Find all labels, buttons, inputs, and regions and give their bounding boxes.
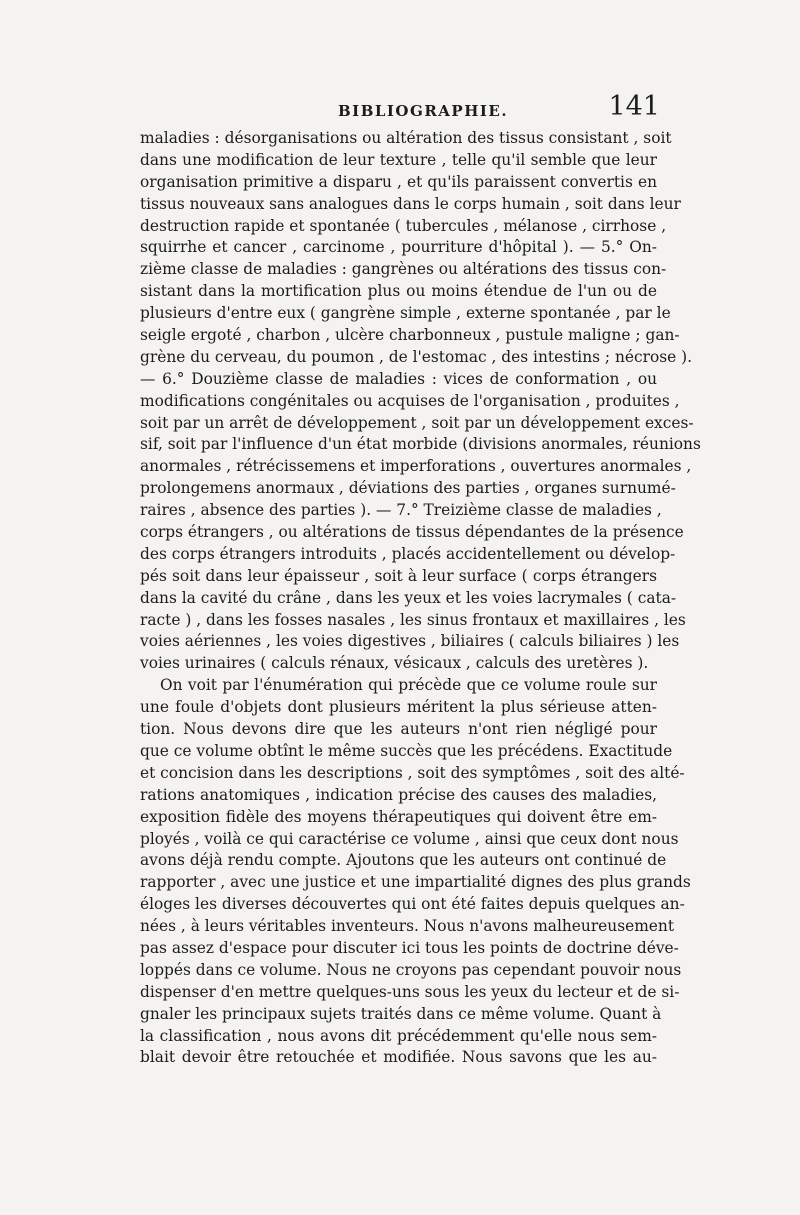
text-line: que ce volume obtînt le même succès que les précédens. Exactitude [140, 741, 673, 760]
text-line: des corps étrangers introduits , placés accidentellement ou dévelop- [140, 544, 676, 563]
text-line: gnaler les principaux sujets traités dans ce même volume. Quant à [140, 1004, 662, 1023]
text-line: blait devoir être retouchée et modifiée. Nous savons que les au- [140, 1048, 657, 1067]
text-line: loppés dans ce volume. Nous ne croyons pas cependant pouvoir nous [140, 960, 682, 979]
text-line: organisation primitive a disparu , et qu'ils paraissent convertis en [140, 172, 657, 191]
text-line: pés soit dans leur épaisseur , soit à leur surface ( corps étrangers [140, 566, 657, 585]
text-line: voies aériennes , les voies digestives , biliaires ( calculs biliaires ) les [140, 632, 680, 651]
text-line: rations anatomiques , indication précise des causes des maladies, [140, 785, 657, 804]
text-line: dans la cavité du crâne , dans les yeux et les voies lacrymales ( cata- [140, 588, 677, 607]
text-line: ployés , voilà ce qui caractérise ce volume , ainsi que ceux dont nous [140, 829, 679, 848]
text-line: avons déjà rendu compte. Ajoutons que les auteurs ont continué de [140, 851, 667, 870]
text-line: et concision dans les descriptions , soit des symptômes , soit des alté- [140, 763, 685, 782]
text-line: raires , absence des parties ). — 7.° Treizième classe de maladies , [140, 501, 662, 520]
text-line: rapporter , avec une justice et une impartialité dignes des plus grands [140, 873, 691, 892]
text-line: dispenser d'en mettre quelques-uns sous les yeux du lecteur et de si- [140, 982, 680, 1001]
text-line: racte ) , dans les fosses nasales , les sinus frontaux et maxillaires , les [140, 610, 686, 629]
text-line: pas assez d'espace pour discuter ici tous les points de doctrine déve- [140, 938, 679, 957]
text-line: la classification , nous avons dit précédemment qu'elle nous sem- [140, 1026, 657, 1045]
text-line: corps étrangers , ou altérations de tissus dépendantes de la présence [140, 523, 684, 542]
text-line: anormales , rétrécissemens et imperforations , ouvertures anormales , [140, 457, 692, 476]
text-line: grène du cerveau, du poumon , de l'estomac , des intestins ; nécrose ). [140, 347, 693, 366]
running-head [140, 92, 660, 128]
text-line: plusieurs d'entre eux ( gangrène simple , externe spontanée , par le [140, 304, 671, 323]
text-line: exposition fidèle des moyens thérapeutiques qui doivent être em- [140, 807, 657, 826]
text-line: tissus nouveaux sans analogues dans le corps humain , soit dans leur [140, 194, 681, 213]
text-line: sistant dans la mortification plus ou moins étendue de l'un ou de [140, 282, 657, 301]
text-line: dans une modification de leur texture , telle qu'il semble que leur [140, 150, 657, 169]
text-line: seigle ergoté , charbon , ulcère charbonneux , pustule maligne ; gan- [140, 326, 680, 345]
running-title: BIBLIOGRAPHIE. [338, 102, 509, 120]
text-line: sif, soit par l'influence d'un état morbide (divisions anormales, réunions [140, 435, 701, 454]
text-line: — 6.° Douzième classe de maladies : vices de conformation , ou [140, 369, 657, 388]
text-line: zième classe de maladies : gangrènes ou altérations des tissus con- [140, 260, 667, 279]
text-line: nées , à leurs véritables inventeurs. Nous n'avons malheureusement [140, 917, 674, 936]
text-line: voies urinaires ( calculs rénaux, vésicaux , calculs des uretères ). [140, 654, 649, 673]
text-line: maladies : désorganisations ou altération des tissus consistant , soit [140, 129, 672, 147]
text-line: une foule d'objets dont plusieurs méritent la plus sérieuse atten- [140, 698, 657, 717]
text-line: tion. Nous devons dire que les auteurs n'ont rien négligé pour [140, 720, 657, 739]
text-line: prolongemens anormaux , déviations des parties , organes surnumé- [140, 479, 676, 498]
text-line: destruction rapide et spontanée ( tubercules , mélanose , cirrhose , [140, 216, 667, 235]
text-line: On voit par l'énumération qui précède que ce volume roule sur [160, 676, 657, 695]
text-line: éloges les diverses découvertes qui ont été faites depuis quelques an- [140, 895, 685, 914]
text-line: soit par un arrêt de développement , soit par un développement exces- [140, 413, 694, 432]
text-line: squirrhe et cancer , carcinome , pourriture d'hôpital ). — 5.° On- [140, 238, 657, 257]
text-line: modifications congénitales ou acquises de l'organisation , produites , [140, 391, 680, 410]
body-text [140, 128, 701, 1069]
page-number: 141 [608, 91, 660, 122]
